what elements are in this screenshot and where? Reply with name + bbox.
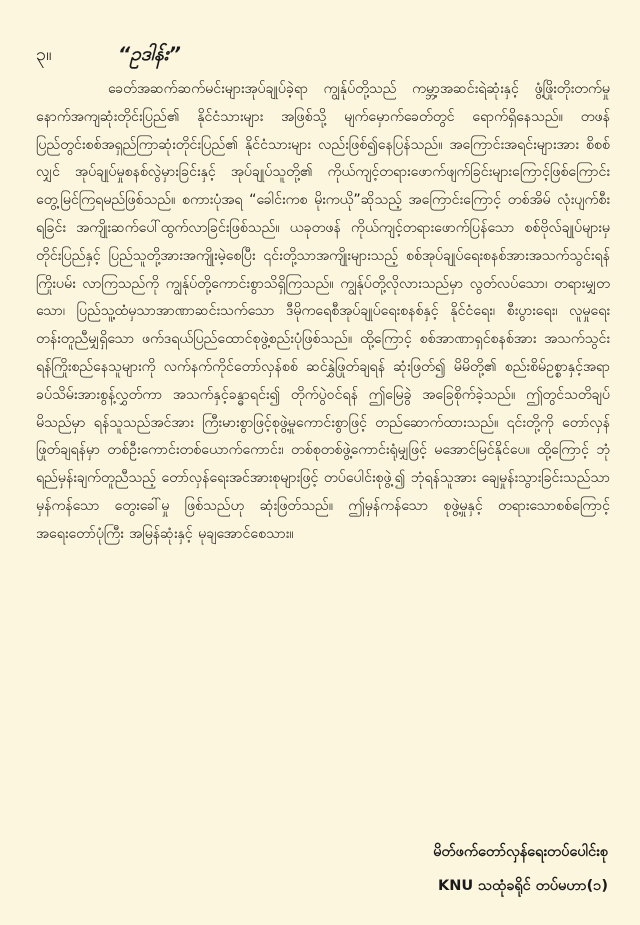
signature-organization: မိတ်ဖက်တော်လှန်ရေးတပ်ပေါင်းစု — [433, 844, 608, 860]
section-heading — [36, 42, 610, 72]
body-paragraph: ခေတ်အဆက်ဆက်မင်းများအုပ်ချုပ်ခဲ့ရာ ကျွန်ုပ်တို့သည် ကမ္ဘာ့အဆင်းရဲဆုံးနှင့် ဖွံ့ဖြိုးတိုးတက်မှုနောက်အကျဆုံးတိုင်းပြည်၏ နိုင်ငံသားများ အဖြစ်သို့ မျက်မှောက်ခေတ်တွင် ရောက်ရှိနေသည်။ တဖန် ပြည်တွင်းစစ်အရှည်ကြာဆုံးတိုင်းပြည်၏ နိုင်ငံသားများ လည်းဖြစ်၍နေပြန်သည်။ အကြောင်းအရင်းများအား စိစစ်လျှင် အုပ်ချုပ်မှုစနစ်လွဲမှားခြင်းနှင့် အုပ်ချုပ်သူတို့၏ ကိုယ်ကျင့်တရားဖောက်ဖျက်ခြင်းများကြောင့်ဖြစ်ကြောင်း တွေ့မြင်ကြရမည်ဖြစ်သည်။ စကားပုံအရ “ခေါင်းကစ မိုးကယို”ဆိုသည့် အကြောင်းကြောင့် တစ်အိမ် လုံးပျက်စီးရခြင်း အကျိုးဆက်ပေါ်ထွက်လာခြင်းဖြစ်သည်။ ယခုတဖန် ကိုယ်ကျင့်တရားဖောက်ပြန်သော စစ်ဗိုလ်ချုပ်များမှ တိုင်းပြည်နှင့် ပြည်သူတို့အားအကျိုးမဲ့စေပြီး ၎င်းတို့သာအကျိုးများသည့် စစ်အုပ်ချုပ်ရေးစနစ်အားအသက်သွင်းရန် ကြိုးပမ်း လာကြသည်ကို ကျွန်ုပ်တို့ကောင်းစွာသိရှိကြသည်။ ကျွန်ုပ်တို့လိုလားသည်မှာ လွတ်လပ်သော၊ တရားမျှတသော၊ ပြည်သူ့ထံမှသာအာဏာဆင်းသက်သော ဒီမိုကရေစီအုပ်ချုပ်ရေးစနစ်နှင့် နိုင်ငံရေး၊ စီးပွားရေး၊ လူမှုရေး တန်းတူညီမျှရှိသော ဖက်ဒရယ်ပြည်ထောင်စုဖွဲ့စည်းပုံဖြစ်သည်။ ထို့ကြောင့် စစ်အာဏာရှင်စနစ်အား အသက်သွင်းရန်ကြိုးစည်နေသူများကို လက်နက်ကိုင်တော်လှန်စစ် ဆင်နွှဲဖြုတ်ချရန် ဆုံးဖြတ်၍ မိမိတို့၏ စည်းစိမ်ဥစ္စာနှင့်အရာခပ်သိမ်းအားစွန့်လွှတ်ကာ အသက်နှင့်ခန္ဓာရင်း၍ တိုက်ပွဲဝင်ရန် ဤမြေခွဲ အခြေစိုက်ခဲ့သည်။ ဤတွင်သတိချပ်မိသည်မှာ ရန်သူသည်အင်အား ကြီးမားစွာဖြင့်စုဖွဲ့မှုကောင်းစွာဖြင့် တည်ဆောက်ထားသည်။ ၎င်းတို့ကို တော်လှန်ဖြုတ်ချရန်မှာ တစ်ဦးကောင်းတစ်ယောက်ကောင်း၊ တစ်စုတစ်ဖွဲ့ကောင်းရုံမျှဖြင့် မအောင်မြင်နိုင်ပေ။ ထို့ကြောင့် ဘုံရည်မှန်းချက်တူညီသည့် တော်လှန်ရေးအင်အားစုများဖြင့် တပ်ပေါင်းစုဖွဲ့၍ ဘုံရန်သူအား ချေမှုန်းသွားခြင်းသည်သာ မှန်ကန်သော တွေးခေါ်မှု ဖြစ်သည်ဟု ဆုံးဖြတ်သည်။ ဤမှန်ကန်သော စုဖွဲ့မှုနှင့် တရားသောစစ်ကြောင့် အရေးတော်ပုံကြီး အမြန်ဆုံးနှင့် မုချအောင်စေသား။ — [36, 81, 611, 542]
signature-block — [433, 835, 608, 903]
section-number: ၃။ — [36, 44, 52, 65]
signature-unit: KNU သထုံခရိုင် တပ်မဟာ(၁) — [437, 878, 608, 894]
section-title: “ဥဒါန်း” — [118, 43, 181, 65]
